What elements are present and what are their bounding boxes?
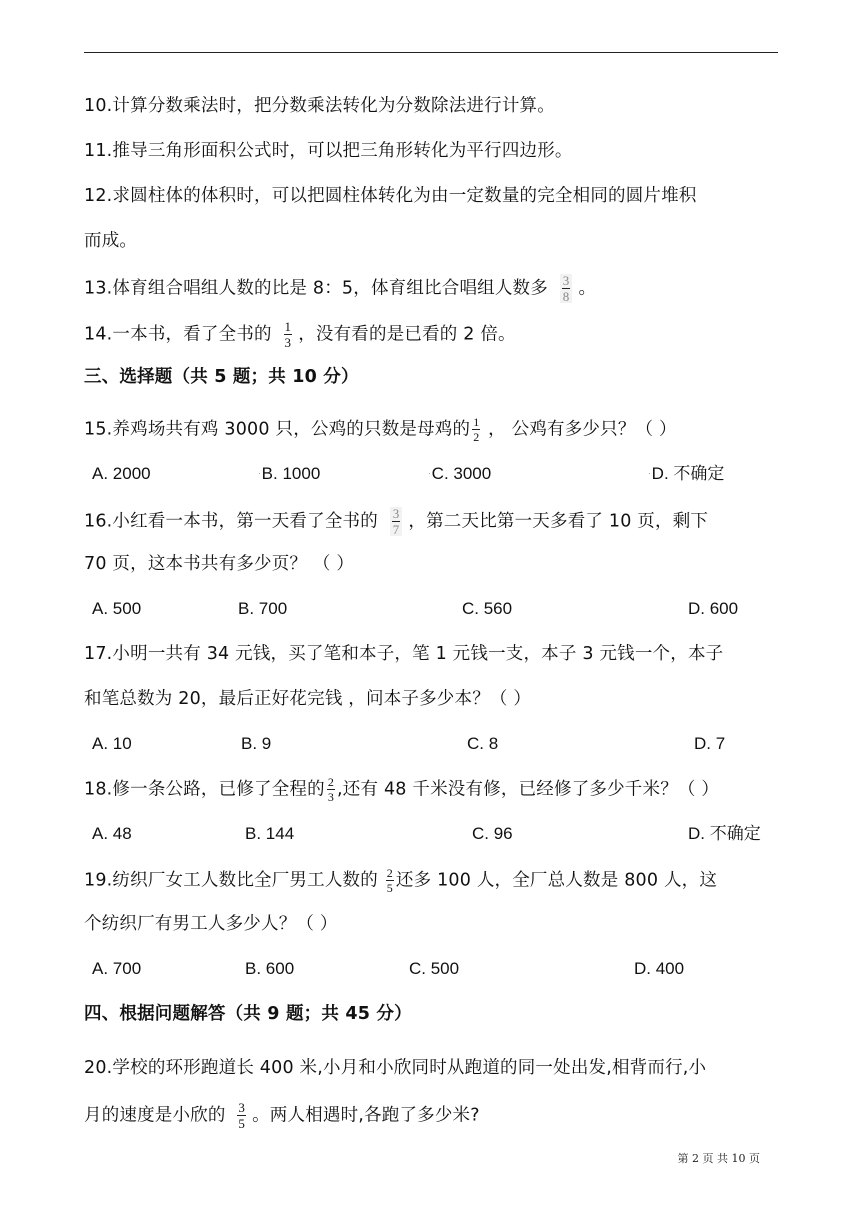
section-4-heading: 四、根据问题解答（共 9 题；共 45 分）	[84, 1004, 412, 1024]
fraction	[390, 507, 403, 536]
question-16-text: 16.小红看一本书，第一天看了全书的	[84, 511, 378, 532]
q15-option-c	[428, 462, 491, 486]
section-3-heading: 三、选择题（共 5 题；共 10 分）	[84, 367, 359, 387]
q19-option-d: D. 400	[634, 959, 685, 978]
question-12-line2: 而成。	[84, 231, 138, 251]
q16-option-b: B. 700	[238, 599, 288, 618]
q17-option-a: A. 10	[92, 734, 132, 753]
question-16-text-end: ，第二天比第一天多看了 10 页，剩下	[408, 511, 709, 532]
fraction-denominator: 2	[473, 430, 480, 444]
fraction-denominator: 8	[562, 289, 570, 304]
q18-option-d: D. 不确定	[688, 824, 761, 843]
mark-dot: ·	[648, 469, 651, 478]
question-16-line2: 70 页，这本书共有多少页？ （ ）	[84, 554, 355, 574]
question-14-end: ，没有看的是已看的 2 倍。	[298, 324, 516, 345]
question-19-line2: 个纺织厂有男工人多少人？（ ）	[84, 914, 338, 934]
mark-dot: ·	[428, 469, 431, 478]
question-20-line1: 20.学校的环形跑道长 400 米,小月和小欣同时从跑道的同一处出发,相背而行,小	[84, 1058, 707, 1078]
question-12-line1: 12.求圆柱体的体积时，可以把圆柱体转化为由一定数量的完全相同的圆片堆积	[84, 186, 697, 206]
q15-option-d	[648, 462, 724, 486]
q17-option-b: B. 9	[241, 734, 272, 753]
fraction-denominator: 3	[284, 335, 292, 350]
question-16-line1	[84, 507, 708, 536]
fraction	[472, 416, 480, 443]
question-17-line1: 17.小明一共有 34 元钱，买了笔和本子，笔 1 元钱一支，本子 3 元钱一个，本子	[84, 644, 724, 664]
fraction	[237, 1101, 246, 1130]
mark-dot: ·	[258, 469, 261, 478]
question-14-text: 14.一本书，看了全书的	[84, 324, 272, 345]
fraction-denominator: 7	[392, 522, 400, 537]
fraction-numerator: 1	[473, 415, 480, 429]
question-15-end: ， 公鸡有多少只？（ ）	[482, 419, 677, 440]
question-18-end: ,还有 48 千米没有修，已经修了多少千米？（ ）	[337, 779, 720, 800]
question-19-text: 19.纺织厂女工人数比全厂男工人数的	[84, 870, 378, 891]
q19-option-b: B. 600	[245, 959, 295, 978]
question-14	[84, 320, 516, 349]
header-rule	[84, 52, 778, 53]
fraction-numerator: 2	[386, 866, 393, 880]
question-13-text: 13.体育组合唱组人数的比是 8：5，体育组比合唱组人数多	[84, 278, 548, 299]
fraction-numerator: 3	[238, 1100, 246, 1115]
fraction-denominator: 5	[238, 1116, 246, 1131]
question-18	[84, 776, 719, 803]
question-19-line1	[84, 867, 717, 894]
question-11: 11.推导三角形面积公式时，可以把三角形转化为平行四边形。	[84, 141, 573, 161]
question-13-end: 。	[578, 278, 597, 299]
q16-option-d: D. 600	[688, 599, 739, 618]
fraction-numerator: 1	[284, 319, 292, 334]
q16-option-a: A. 500	[92, 599, 142, 618]
fraction-numerator: 3	[392, 506, 400, 521]
q15-option-a: A. 2000	[92, 464, 151, 483]
q15-option-b-text: B. 1000	[261, 464, 321, 483]
question-20-text: 月的速度是小欣的	[84, 1105, 226, 1126]
question-10: 10.计算分数乘法时，把分数乘法转化为分数除法进行计算。	[84, 96, 555, 116]
q15-option-b	[258, 462, 320, 486]
question-19-text-end: 还多 100 人，全厂总人数是 800 人，这	[395, 870, 718, 891]
q17-option-d: D. 7	[694, 734, 726, 753]
question-20-line2	[84, 1101, 480, 1130]
question-20-text-end: 。两人相遇时,各跑了多少米?	[252, 1105, 480, 1126]
fraction-numerator: 3	[562, 273, 570, 288]
fraction	[327, 776, 335, 803]
page-number: 第 2 页 共 10 页	[677, 1152, 760, 1165]
q18-option-a: A. 48	[92, 824, 132, 843]
q19-option-c: C. 500	[409, 959, 460, 978]
question-17-line2: 和笔总数为 20，最后正好花完钱 ，问本子多少本？（ ）	[84, 689, 532, 709]
question-15-text: 15.养鸡场共有鸡 3000 只，公鸡的只数是母鸡的	[84, 419, 471, 440]
q15-option-c-text: C. 3000	[431, 464, 492, 483]
q17-option-c: C. 8	[467, 734, 499, 753]
question-13	[84, 274, 596, 303]
fraction-denominator: 5	[386, 881, 393, 895]
q18-option-c: C. 96	[472, 824, 513, 843]
question-15	[84, 416, 677, 443]
q18-option-b: B. 144	[245, 824, 295, 843]
question-18-text: 18.修一条公路，已修了全程的	[84, 779, 325, 800]
fraction-denominator: 3	[327, 790, 335, 804]
q16-option-c: C. 560	[462, 599, 513, 618]
fraction	[386, 867, 394, 894]
fraction	[560, 274, 573, 303]
fraction-numerator: 2	[327, 775, 335, 789]
fraction	[284, 320, 293, 349]
q19-option-a: A. 700	[92, 959, 142, 978]
q15-option-d-text: D. 不确定	[651, 464, 725, 483]
